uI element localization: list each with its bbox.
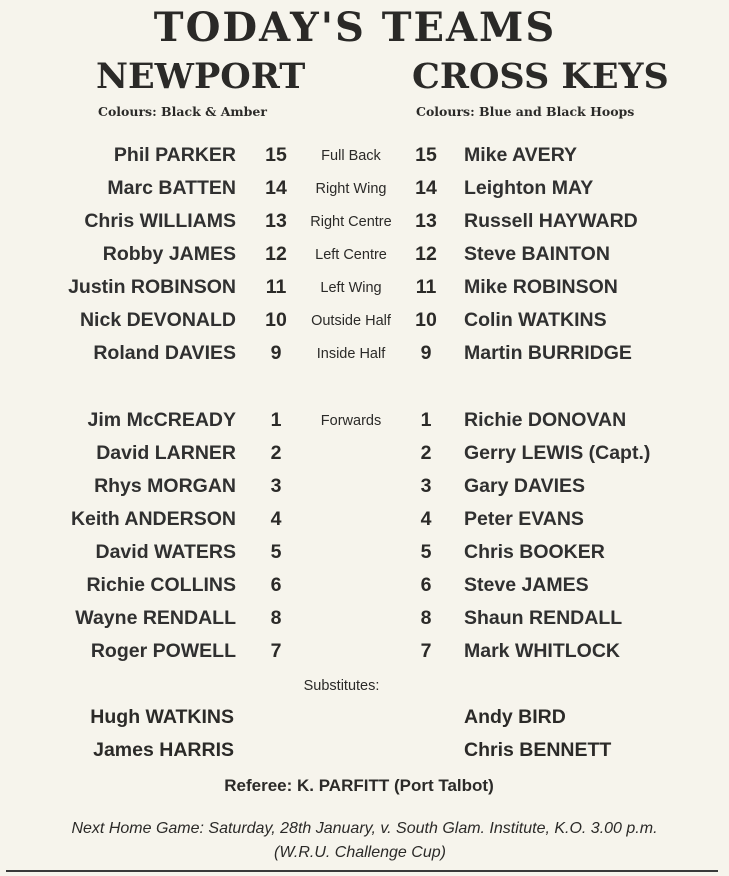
lineup-row-backs-11 [0, 276, 729, 309]
home-team-colours: Colours: Black & Amber [98, 104, 267, 119]
substitutes-row [0, 706, 729, 739]
home-player-number: 3 [270, 475, 282, 497]
position-label: Forwards [320, 413, 382, 429]
page-title: TODAY'S TEAMS [153, 4, 557, 51]
away-team-colours: Colours: Blue and Black Hoops [416, 104, 635, 119]
away-player-number: 5 [420, 541, 432, 563]
away-player: Martin BURRIDGE [464, 342, 632, 364]
bottom-divider [6, 870, 718, 872]
position-label: Right Wing [315, 181, 387, 197]
home-player: Richie COLLINS [86, 574, 236, 596]
position-label: Left Wing [320, 280, 382, 296]
away-player-number: 12 [415, 243, 437, 265]
lineup-row-backs-15 [0, 144, 729, 177]
away-player: Russell HAYWARD [464, 210, 638, 232]
home-player-number: 4 [270, 508, 282, 530]
home-player-number: 7 [270, 640, 282, 662]
away-player-number: 6 [420, 574, 432, 596]
home-player-number: 12 [265, 243, 287, 265]
away-player: Steve JAMES [464, 574, 589, 596]
away-player: Gary DAVIES [464, 475, 586, 497]
away-player-number: 7 [420, 640, 432, 662]
lineup-row-forwards-6 [0, 574, 729, 607]
away-player: Richie DONOVAN [464, 409, 627, 431]
lineup-row-backs-12 [0, 243, 729, 276]
away-player-number: 14 [415, 177, 437, 199]
lineup-row-backs-14 [0, 177, 729, 210]
away-player: Peter EVANS [464, 508, 584, 530]
home-player-number: 13 [265, 210, 287, 232]
away-player-number: 15 [415, 144, 437, 166]
home-player-number: 5 [270, 541, 282, 563]
away-player: Leighton MAY [464, 177, 594, 199]
substitutes-label: Substitutes: [303, 678, 380, 694]
position-label: Outside Half [311, 313, 391, 329]
away-player-number: 11 [415, 276, 437, 298]
away-player: Mike ROBINSON [464, 276, 618, 298]
home-player: Chris WILLIAMS [84, 210, 236, 232]
home-player: Rhys MORGAN [94, 475, 236, 497]
away-player: Colin WATKINS [464, 309, 607, 331]
away-player-number: 10 [415, 309, 437, 331]
home-player-number: 2 [270, 442, 282, 464]
away-player-number: 13 [415, 210, 437, 232]
home-player: Nick DEVONALD [79, 309, 236, 331]
home-player: David WATERS [95, 541, 236, 563]
lineup-row-backs-9 [0, 342, 729, 375]
away-player-number: 1 [420, 409, 432, 431]
home-player: David LARNER [96, 442, 236, 464]
away-player: Mike AVERY [464, 144, 578, 166]
position-label: Right Centre [310, 214, 392, 230]
lineup-row-backs-10 [0, 309, 729, 342]
lineup-row-forwards-2 [0, 442, 729, 475]
away-team-name: CROSS KEYS [412, 56, 669, 97]
away-player-number: 8 [420, 607, 432, 629]
substitutes-row [0, 739, 729, 772]
home-player-number: 9 [270, 342, 282, 364]
next-home-game: Next Home Game: Saturday, 28th January, v. South Glam. Institute, K.O. 3.00 p.m. [71, 820, 658, 837]
away-player: Chris BOOKER [464, 541, 605, 563]
away-substitute: Andy BIRD [464, 706, 566, 728]
away-substitute: Chris BENNETT [464, 739, 612, 761]
lineup-row-forwards-3 [0, 475, 729, 508]
home-player: Jim McCREADY [87, 409, 236, 431]
home-player: Wayne RENDALL [75, 607, 236, 629]
home-player: Roger POWELL [90, 640, 236, 662]
away-player: Gerry LEWIS (Capt.) [464, 442, 651, 464]
home-player-number: 1 [270, 409, 282, 431]
home-player-number: 6 [270, 574, 282, 596]
away-player: Steve BAINTON [464, 243, 610, 265]
home-player: Phil PARKER [113, 144, 236, 166]
away-player-number: 9 [420, 342, 432, 364]
away-player-number: 2 [420, 442, 432, 464]
home-substitute: Hugh WATKINS [90, 706, 234, 728]
lineup-row-forwards-1 [0, 409, 729, 442]
position-label: Inside Half [316, 346, 386, 362]
home-player: Roland DAVIES [93, 342, 236, 364]
home-player: Justin ROBINSON [68, 276, 236, 298]
lineup-row-forwards-5 [0, 541, 729, 574]
home-player-number: 11 [265, 276, 287, 298]
home-player: Marc BATTEN [107, 177, 236, 199]
lineup-row-backs-13 [0, 210, 729, 243]
home-player: Keith ANDERSON [70, 508, 236, 530]
home-substitute: James HARRIS [93, 739, 234, 761]
referee-line: Referee: K. PARFITT (Port Talbot) [224, 776, 494, 795]
away-player-number: 4 [420, 508, 432, 530]
home-player-number: 15 [265, 144, 287, 166]
away-player-number: 3 [420, 475, 432, 497]
lineup-row-forwards-7 [0, 640, 729, 673]
home-player-number: 8 [270, 607, 282, 629]
lineup-row-forwards-4 [0, 508, 729, 541]
home-player-number: 14 [265, 177, 287, 199]
away-player: Shaun RENDALL [464, 607, 623, 629]
competition-name: (W.R.U. Challenge Cup) [274, 844, 446, 861]
home-team-name: NEWPORT [96, 56, 306, 97]
position-label: Full Back [321, 148, 381, 164]
home-player: Robby JAMES [102, 243, 236, 265]
lineup-row-forwards-8 [0, 607, 729, 640]
position-label: Left Centre [315, 247, 387, 263]
away-player: Mark WHITLOCK [464, 640, 620, 662]
home-player-number: 10 [265, 309, 287, 331]
